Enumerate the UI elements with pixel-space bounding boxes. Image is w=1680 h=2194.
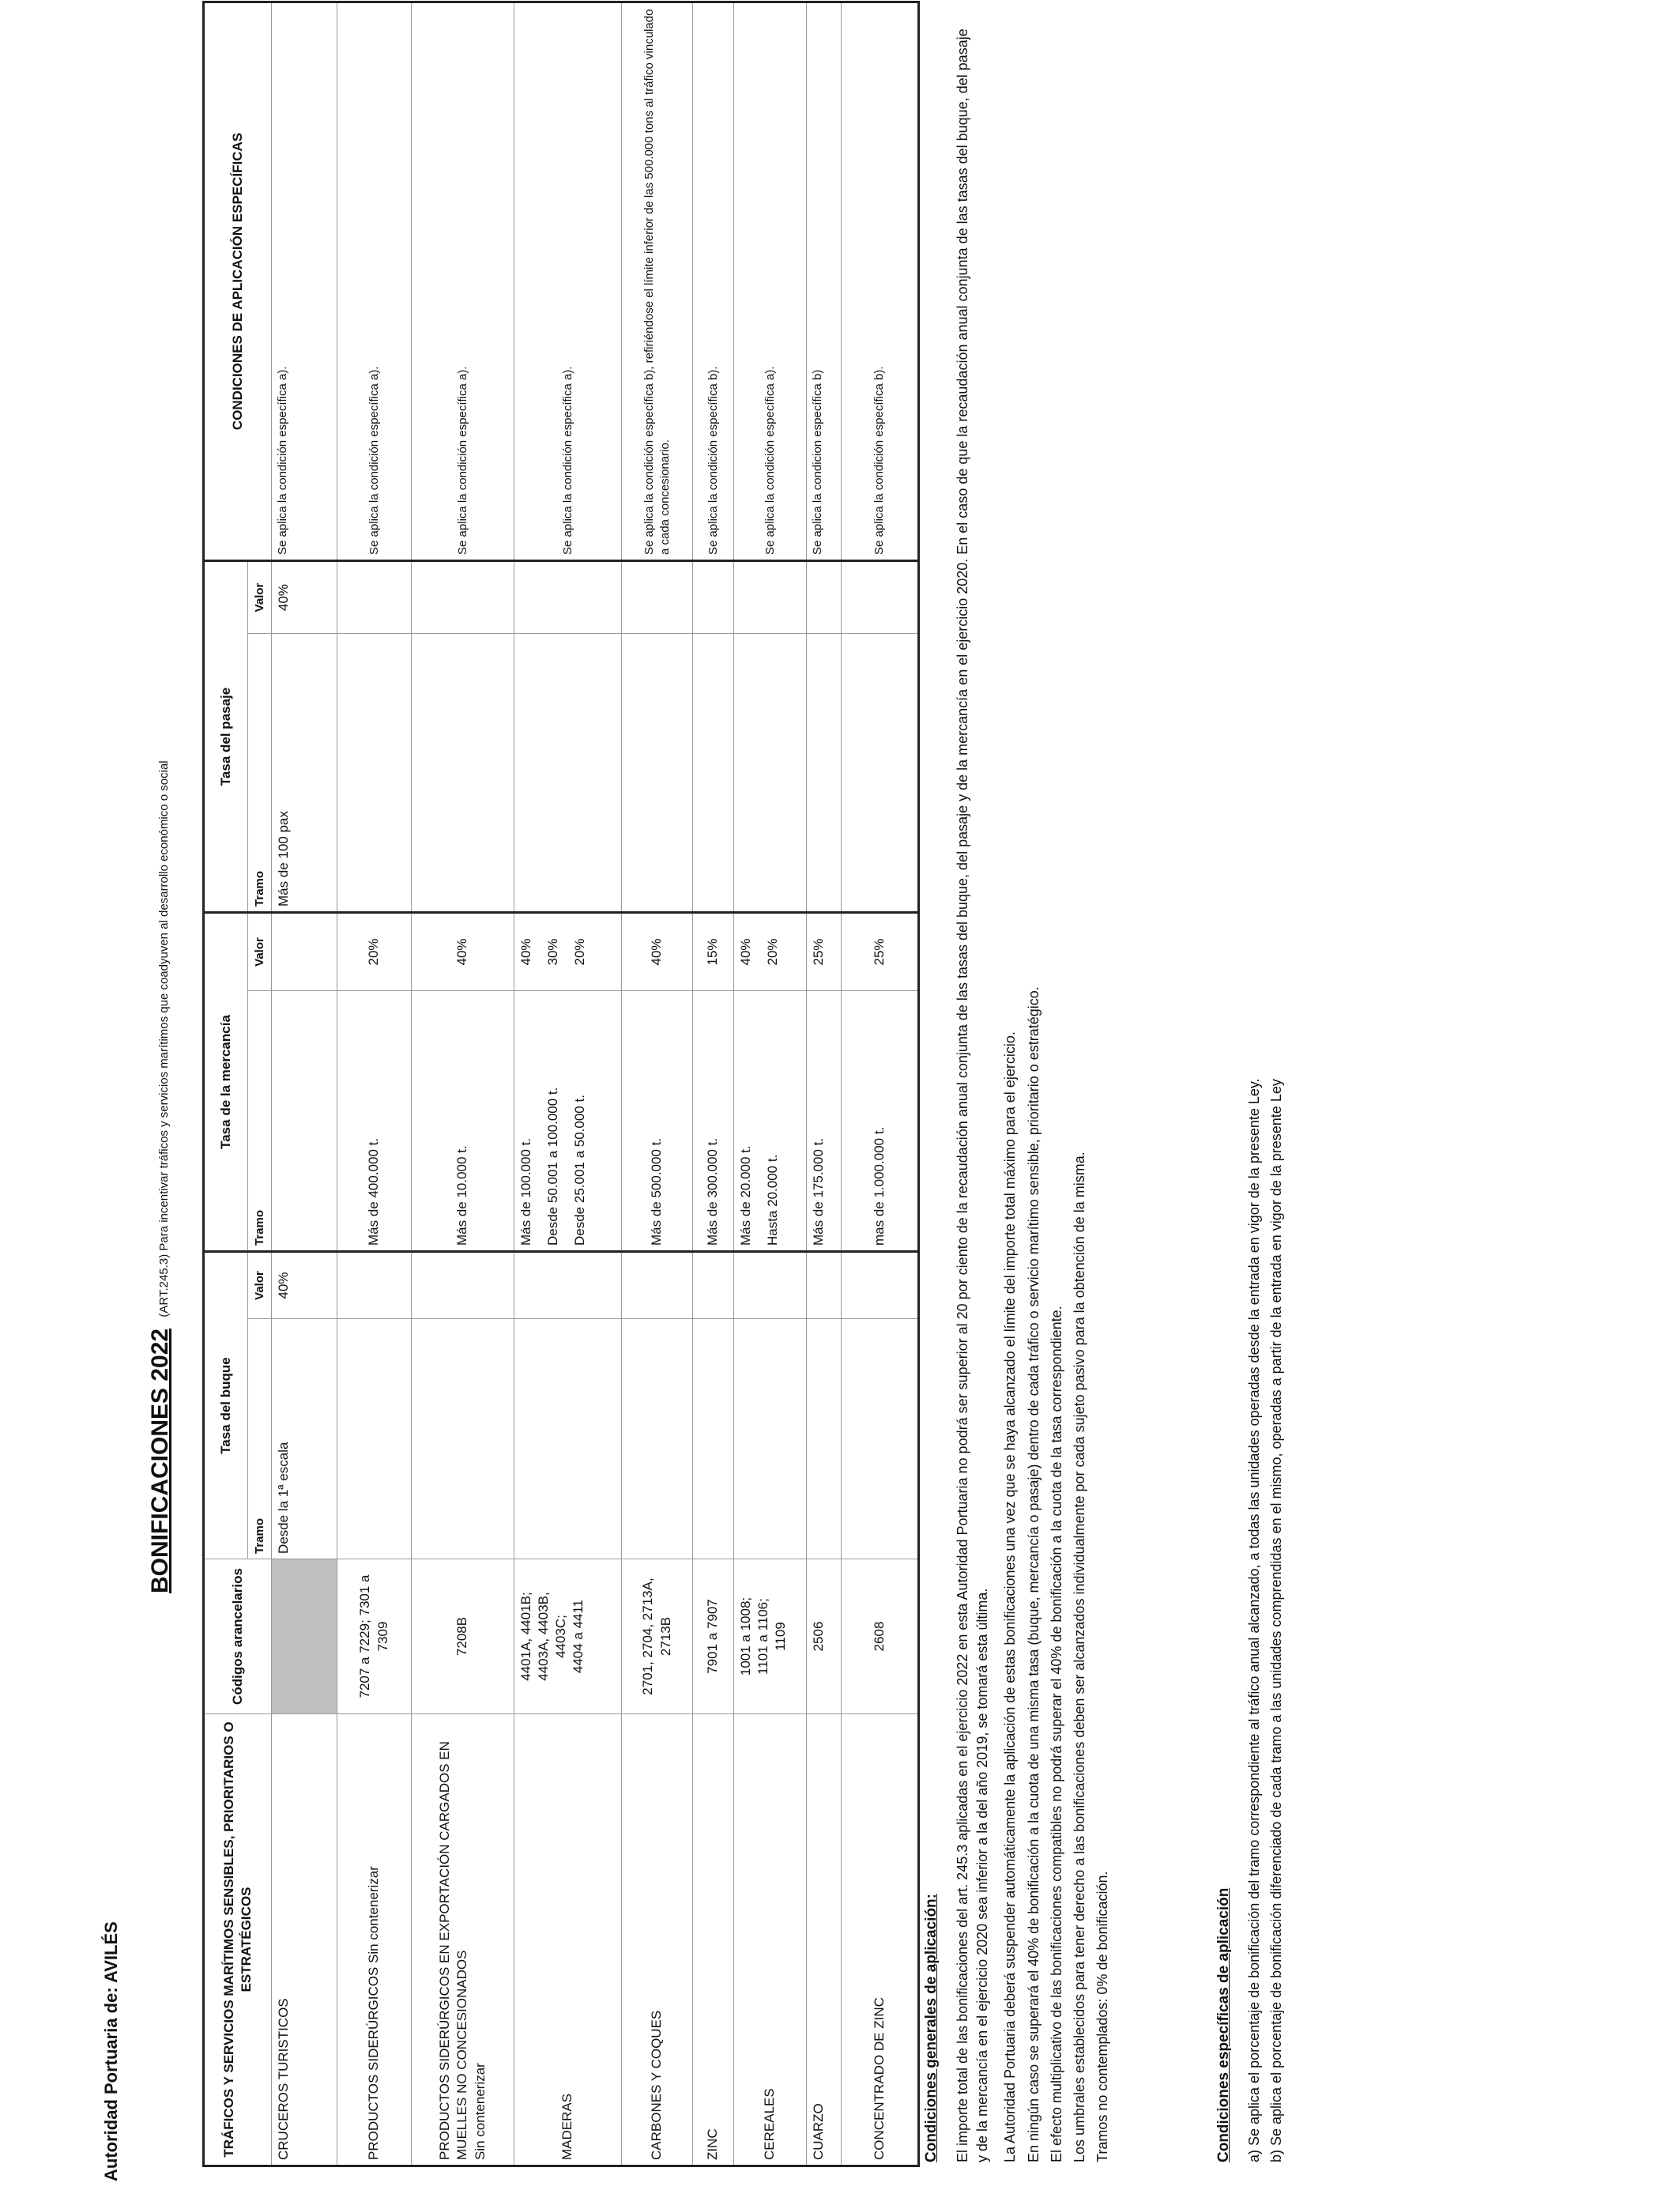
pax-valor-cell	[337, 560, 412, 633]
header-pax-tramo: Tramo	[248, 633, 272, 912]
traffic-cell: CONCENTRADO DE ZINC	[842, 1714, 919, 2166]
pax-valor-cell	[693, 560, 734, 633]
goods-valor-cell	[514, 912, 622, 990]
specific-conditions-body	[1244, 28, 1288, 2162]
pax-tramo-cell: Más de 100 pax	[272, 633, 337, 912]
header-codes: Códigos arancelarios	[204, 1559, 272, 1714]
code-line: 4403A, 4403B,	[536, 1592, 552, 1681]
goods-valor-cell: 40%	[412, 912, 514, 990]
condition-cell: Se aplica la condicion específica b)	[807, 2, 842, 560]
valor-line: 30%	[545, 938, 561, 966]
goods-tramo-cell: Más de 500.000 t.	[622, 991, 693, 1252]
pax-valor-cell: 40%	[272, 560, 337, 633]
specific-condition-item: b) Se aplica el porcentaje de bonificación diferenciado de cada tramo a las unidades comprendidas en el mismo, operadas a partir de la entrada en vigor de la presente Ley	[1268, 1079, 1284, 2162]
ship-tramo-cell	[807, 1319, 842, 1559]
title-main: BONIFICACIONES 2022	[147, 1328, 173, 1593]
condition-cell: Se aplica la condición específica a).	[734, 2, 807, 560]
code-line: 1001 a 1008;	[738, 1596, 753, 1676]
general-condition-paragraph: El importe total de las bonificaciones del art. 245.3 aplicadas en el ejercicio 2022 en esta Autoridad Portuaria no podrá ser superior al 20 por ciento de la recaudación anual conjunta de las tasas del buque, del pasaje y de la mercancía en el ejercicio 2020. En el caso de que la recaudación anual conjunta de las tasas del buque, del pasaje y de la mercancía en el ejercicio 2020 sea inferior a la del año 2019, se tomará esta última.	[955, 28, 991, 2162]
valor-line: 20%	[572, 938, 588, 966]
code-line: 1101 a 1106;	[755, 1598, 771, 1675]
codes-cell: 7901 a 7907	[693, 1559, 734, 1714]
tramo-line: Desde 50.001 a 100.000 t.	[545, 1087, 561, 1246]
title-subtitle: (ART.245.3) Para incentivar tráficos y servicios marítimos que coadyuven al desarrollo económico o social	[157, 760, 171, 1318]
goods-valor-cell: 25%	[807, 912, 842, 990]
ship-valor-cell	[693, 1252, 734, 1319]
general-condition-paragraph: Los umbrales establecidos para tener derecho a las bonificaciones deben ser alcanzados individualmente por cada sujeto pasivo para la obtención de la misma.	[1071, 1152, 1087, 2162]
table-row	[622, 2, 693, 2166]
ship-valor-cell	[622, 1252, 693, 1319]
pax-tramo-cell	[622, 633, 693, 912]
valor-line: 40%	[518, 938, 533, 966]
goods-valor-cell	[734, 912, 807, 990]
ship-tramo-cell	[734, 1319, 807, 1559]
goods-valor-cell: 25%	[842, 912, 919, 990]
goods-tramo-cell: Más de 300.000 t.	[693, 991, 734, 1252]
pax-tramo-cell	[412, 633, 514, 912]
code-line: 4403C;	[553, 1615, 569, 1658]
bonificaciones-table	[202, 1, 920, 2167]
goods-valor-cell: 20%	[337, 912, 412, 990]
pax-valor-cell	[514, 560, 622, 633]
tramo-line: Más de 20.000 t.	[738, 1145, 753, 1246]
traffic-cell: CEREALES	[734, 1714, 807, 2166]
ship-tramo-cell	[693, 1319, 734, 1559]
codes-cell: 2608	[842, 1559, 919, 1714]
valor-line: 20%	[765, 938, 781, 966]
traffic-cell: PRODUCTOS SIDERÚRGICOS Sin contenerizar	[337, 1714, 412, 2166]
goods-tramo-cell	[272, 991, 337, 1252]
pax-tramo-cell	[807, 633, 842, 912]
tramo-line: Más de 100.000 t.	[518, 1137, 533, 1246]
authority-label: Autoridad Portuaria de: AVILÉS	[101, 1921, 121, 2181]
pax-tramo-cell	[337, 633, 412, 912]
header-traffic: TRÁFICOS Y SERVICIOS MARÍTIMOS SENSIBLES, PRIORITARIOS O ESTRATÉGICOS	[204, 1714, 272, 2166]
header-conditions: CONDICIONES DE APLICACIÓN ESPECÍFICAS	[204, 2, 272, 560]
goods-tramo-cell: Más de 10.000 t.	[412, 991, 514, 1252]
goods-valor-cell	[272, 912, 337, 990]
traffic-cell: ZINC	[693, 1714, 734, 2166]
ship-tramo-cell	[412, 1319, 514, 1559]
ship-valor-cell	[337, 1252, 412, 1319]
table-row	[734, 2, 807, 2166]
codes-cell	[514, 1559, 622, 1714]
header-goods-fee: Tasa de la mercancía	[204, 912, 248, 1251]
table-row	[807, 2, 842, 2166]
specific-condition-item: a) Se aplica el porcentaje de bonificación del tramo correspondiente al tráfico anual alcanzado, a todas las unidades operadas desde la entrada en vigor de la presente Ley.	[1246, 1078, 1262, 2162]
pax-tramo-cell	[734, 633, 807, 912]
table-row	[272, 2, 337, 2166]
traffic-note: Sin contenerizar	[472, 2063, 488, 2160]
traffic-cell	[412, 1714, 514, 2166]
ship-tramo-cell	[514, 1319, 622, 1559]
traffic-cell: MADERAS	[514, 1714, 622, 2166]
ship-valor-cell	[842, 1252, 919, 1319]
table-row	[693, 2, 734, 2166]
codes-cell: 2701, 2704, 2713A, 2713B	[622, 1559, 693, 1714]
general-condition-paragraph: En ningún caso se superará el 40% de bonificación a la cuota de una misma tasa (buque, mercancía o pasaje) dentro de cada tráfico o servicio marítimo sensible, prioritario o estratégico.	[1025, 986, 1042, 2162]
code-line: 4404 a 4411	[571, 1599, 586, 1674]
codes-cell	[272, 1559, 337, 1714]
goods-valor-cell: 15%	[693, 912, 734, 990]
header-ship-fee: Tasa del buque	[204, 1252, 248, 1559]
tramo-line: Desde 25.001 a 50.000 t.	[572, 1095, 588, 1246]
ship-tramo-cell	[842, 1319, 919, 1559]
condition-cell: Se aplica la condición específica a).	[514, 2, 622, 560]
pax-tramo-cell	[842, 633, 919, 912]
pax-tramo-cell	[514, 633, 622, 912]
codes-cell: 7207 a 7229; 7301 a 7309	[337, 1559, 412, 1714]
traffic-main: PRODUCTOS SIDERÚRGICOS EN EXPORTACIÓN CARGADOS EN MUELLES NO CONCESIONADOS	[437, 1741, 470, 2160]
code-line: 1109	[773, 1622, 789, 1651]
goods-tramo-cell: Más de 400.000 t.	[337, 991, 412, 1252]
condition-cell: Se aplica la condición específica a).	[337, 2, 412, 560]
ship-valor-cell: 40%	[272, 1252, 337, 1319]
goods-tramo-cell: mas de 1.000.000 t.	[842, 991, 919, 1252]
condition-cell: Se aplica la condición específica b).	[693, 2, 734, 560]
pax-valor-cell	[734, 560, 807, 633]
traffic-cell: CARBONES Y COQUES	[622, 1714, 693, 2166]
ship-tramo-cell	[337, 1319, 412, 1559]
goods-tramo-cell	[514, 991, 622, 1252]
general-condition-paragraph: El efecto multiplicativo de las bonificaciones compatibles no podrá superar el 40% de bonificación a la cuota de la tasa correspondiente.	[1048, 1306, 1064, 2162]
table-row	[514, 2, 622, 2166]
pax-valor-cell	[412, 560, 514, 633]
codes-cell: 7208B	[412, 1559, 514, 1714]
condition-cell: Se aplica la condición específica a).	[412, 2, 514, 560]
tramo-line: Hasta 20.000 t.	[765, 1154, 781, 1246]
condition-cell: Se aplica la condición específica b), refiriéndose el límite inferior de las 500.000 tons al tráfico vinculado a cada concesionario.	[622, 2, 693, 560]
header-ship-valor: Valor	[248, 1252, 272, 1319]
pax-valor-cell	[622, 560, 693, 633]
code-line: 4401A, 4401B;	[518, 1592, 533, 1681]
header-goods-tramo: Tramo	[248, 991, 272, 1252]
condition-cell: Se aplica la condición específica a).	[272, 2, 337, 560]
header-ship-tramo: Tramo	[248, 1319, 272, 1559]
goods-tramo-cell	[734, 991, 807, 1252]
table-row	[412, 2, 514, 2166]
ship-valor-cell	[734, 1252, 807, 1319]
pax-valor-cell	[842, 560, 919, 633]
ship-tramo-cell	[622, 1319, 693, 1559]
goods-tramo-cell: Más de 175.000 t.	[807, 991, 842, 1252]
general-conditions-body	[953, 28, 1116, 2162]
codes-cell	[734, 1559, 807, 1714]
table-row	[337, 2, 412, 2166]
page-title	[147, 760, 174, 1593]
ship-valor-cell	[807, 1252, 842, 1319]
header-goods-valor: Valor	[248, 912, 272, 990]
general-condition-paragraph: Tramos no contemplados: 0% de bonificación.	[1094, 1871, 1111, 2162]
specific-conditions-title: Condiciones específicas de aplicación	[1215, 1887, 1232, 2162]
ship-valor-cell	[412, 1252, 514, 1319]
valor-line: 40%	[738, 938, 753, 966]
traffic-cell: CRUCEROS TURISTICOS	[272, 1714, 337, 2166]
header-passenger-fee: Tasa del pasaje	[204, 560, 248, 912]
codes-cell: 2506	[807, 1559, 842, 1714]
ship-valor-cell	[514, 1252, 622, 1319]
traffic-cell: CUARZO	[807, 1714, 842, 2166]
general-condition-paragraph: La Autoridad Portuaria deberá suspender automáticamente la aplicación de estas bonificaciones una vez que se haya alcanzado el límite del importe total máximo para el ejercicio.	[1002, 1031, 1019, 2162]
header-pax-valor: Valor	[248, 560, 272, 633]
pax-valor-cell	[807, 560, 842, 633]
pax-tramo-cell	[693, 633, 734, 912]
ship-tramo-cell: Desde la 1ª escala	[272, 1319, 337, 1559]
table-row	[842, 2, 919, 2166]
general-conditions-title: Condiciones generales de aplicación:	[923, 1894, 940, 2162]
condition-cell: Se aplica la condición específica b).	[842, 2, 919, 560]
goods-valor-cell: 40%	[622, 912, 693, 990]
